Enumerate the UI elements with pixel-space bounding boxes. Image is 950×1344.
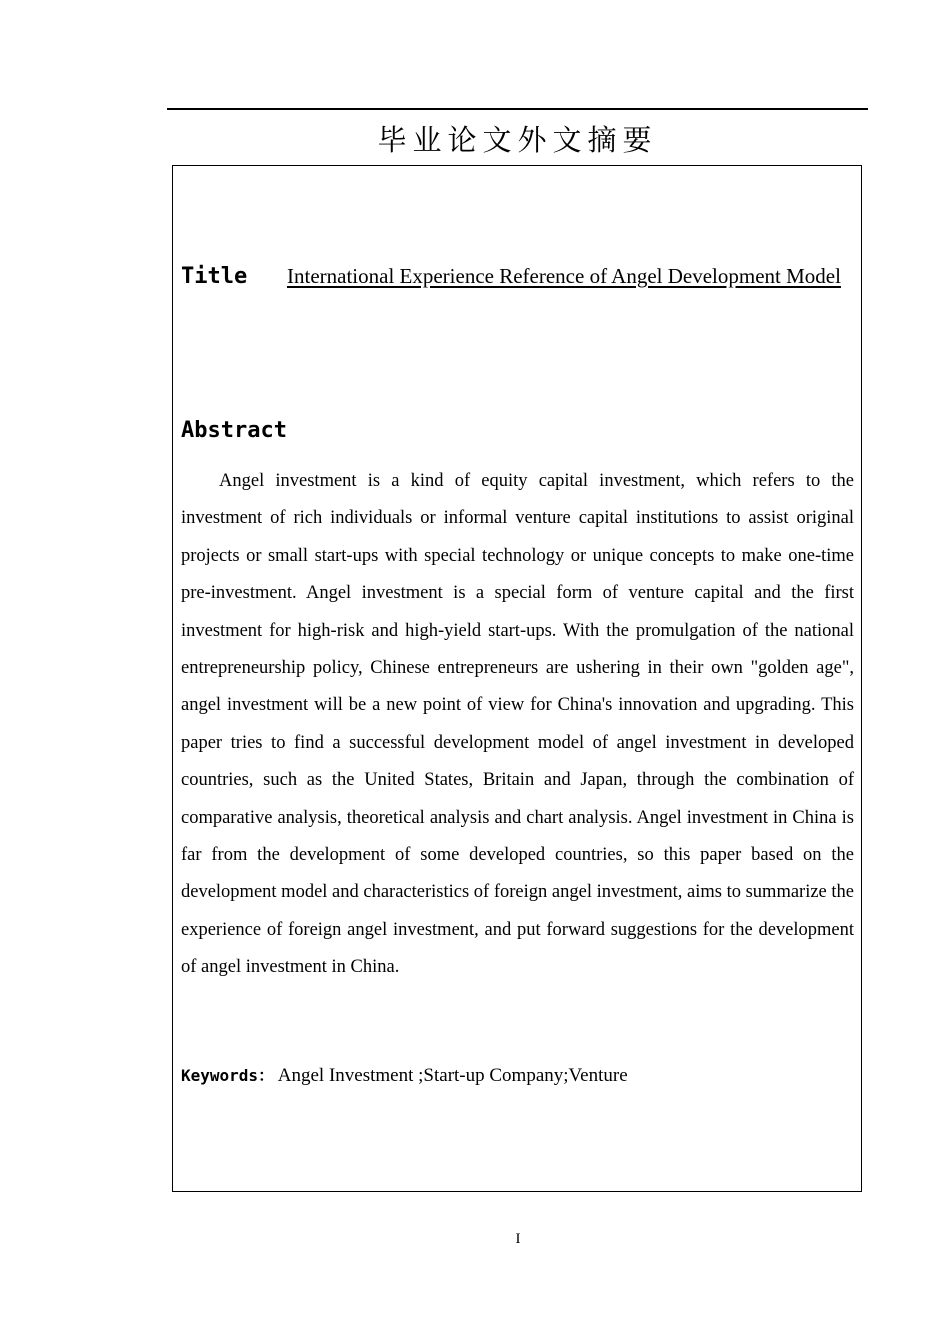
keywords-row xyxy=(181,1063,628,1087)
abstract-body: Angel investment is a kind of equity capital investment, which refers to the investment of rich individuals or informal venture capital institutions to assist original projects or small start-ups with special technology or unique concepts to make one-time pre-investment. Angel investment is a special form of venture capital and the first investment for high-risk and high-yield start-ups. With the promulgation of the national entrepreneurship policy, Chinese entrepreneurs are ushering in their own "golden age", angel investment will be a new point of view for China's innovation and upgrading. This paper tries to find a successful development model of angel investment in developed countries, such as the United States, Britain and Japan, through the combination of comparative analysis, theoretical analysis and chart analysis. Angel investment in China is far from the development of some developed countries, so this paper based on the development model and characteristics of foreign angel investment, aims to summarize the experience of foreign angel investment, and put forward suggestions for the development of angel investment in China. xyxy=(181,471,854,978)
page-heading: 毕业论文外文摘要 xyxy=(377,123,658,157)
title-label: Title xyxy=(181,264,248,289)
thesis-title: International Experience Reference of Angel Development Model xyxy=(287,264,841,288)
title-row xyxy=(181,240,854,313)
abstract-label: Abstract xyxy=(181,418,287,443)
page-number: I xyxy=(515,1231,521,1247)
keywords-text: Angel Investment ;Start-up Company;Venture xyxy=(277,1065,628,1086)
keywords-label: Keywords： xyxy=(181,1066,275,1085)
header-rule xyxy=(167,108,868,110)
